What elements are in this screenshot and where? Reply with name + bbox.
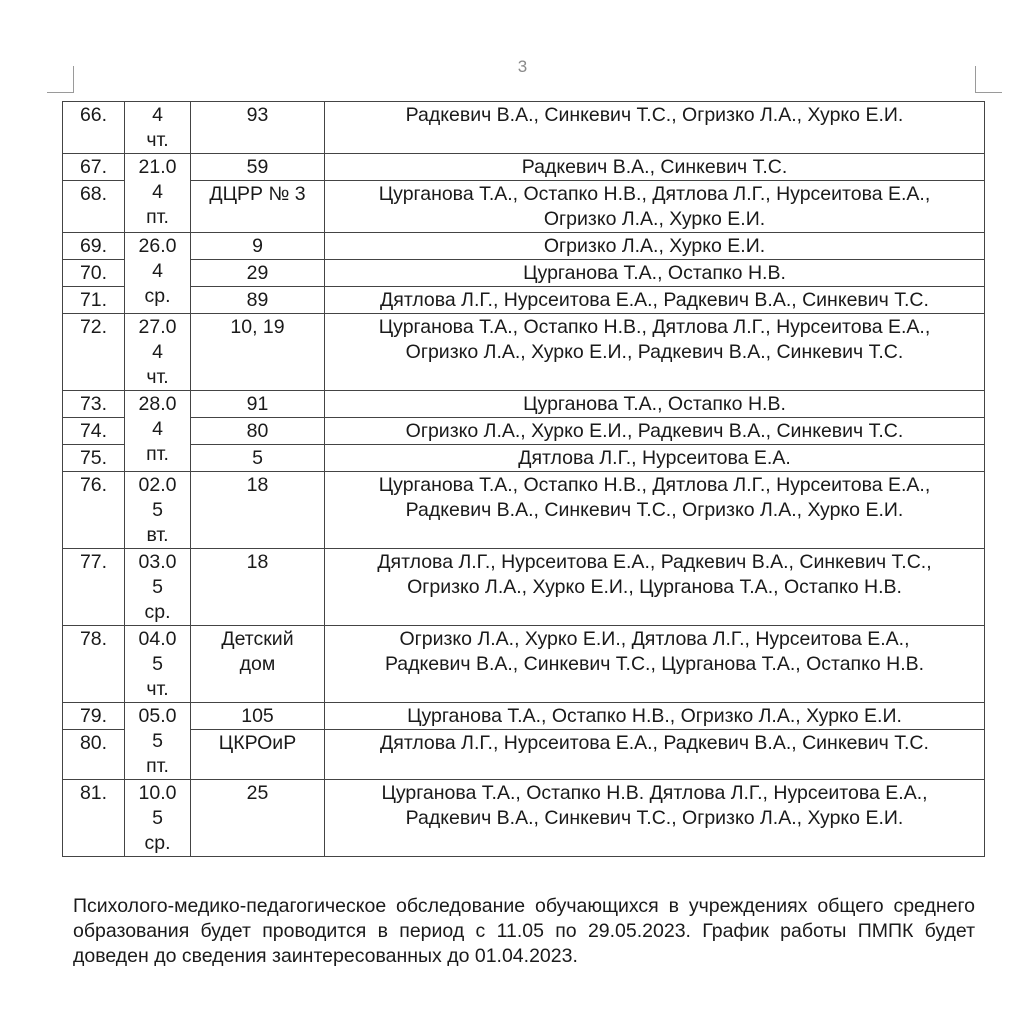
page-number: 3 bbox=[517, 57, 528, 76]
table-row bbox=[63, 260, 985, 287]
school-cell: 18 bbox=[191, 549, 325, 626]
school-cell: 18 bbox=[191, 472, 325, 549]
school-cell: Детский дом bbox=[191, 626, 325, 703]
table-row bbox=[63, 154, 985, 181]
school-cell: 59 bbox=[191, 154, 325, 181]
row-number-cell: 77. bbox=[63, 549, 125, 626]
table-row bbox=[63, 472, 985, 549]
school-cell: ДЦРР № 3 bbox=[191, 181, 325, 233]
row-number-cell: 66. bbox=[63, 102, 125, 154]
staff-cell: Огризко Л.А., Хурко Е.И., Дятлова Л.Г., Нурсеитова Е.А., Радкевич В.А., Синкевич Т.С., Цурганова Т.А., Остапко Н.В. bbox=[325, 626, 985, 703]
school-cell: 89 bbox=[191, 287, 325, 314]
staff-cell: Огризко Л.А., Хурко Е.И. bbox=[325, 233, 985, 260]
school-cell: 5 bbox=[191, 445, 325, 472]
school-cell: 91 bbox=[191, 391, 325, 418]
table-row bbox=[63, 102, 985, 154]
table-row bbox=[63, 626, 985, 703]
table-row bbox=[63, 445, 985, 472]
date-cell: 03.0 5 ср. bbox=[125, 549, 191, 626]
row-number-cell: 70. bbox=[63, 260, 125, 287]
row-number-cell: 69. bbox=[63, 233, 125, 260]
school-cell: 9 bbox=[191, 233, 325, 260]
table-row bbox=[63, 314, 985, 391]
staff-cell: Дятлова Л.Г., Нурсеитова Е.А., Радкевич В.А., Синкевич Т.С., Огризко Л.А., Хурко Е.И., Цурганова Т.А., Остапко Н.В. bbox=[325, 549, 985, 626]
table-row bbox=[63, 181, 985, 233]
schedule-table bbox=[62, 101, 985, 857]
date-cell: 4 чт. bbox=[125, 102, 191, 154]
date-cell: 28.0 4 пт. bbox=[125, 391, 191, 472]
school-cell: 29 bbox=[191, 260, 325, 287]
date-cell: 26.0 4 ср. bbox=[125, 233, 191, 314]
date-cell: 04.0 5 чт. bbox=[125, 626, 191, 703]
school-cell: 10, 19 bbox=[191, 314, 325, 391]
school-cell: 105 bbox=[191, 703, 325, 730]
table-row bbox=[63, 730, 985, 780]
date-cell: 21.0 4 пт. bbox=[125, 154, 191, 233]
row-number-cell: 81. bbox=[63, 780, 125, 857]
staff-cell: Радкевич В.А., Синкевич Т.С. bbox=[325, 154, 985, 181]
staff-cell: Цурганова Т.А., Остапко Н.В., Дятлова Л.Г., Нурсеитова Е.А., Радкевич В.А., Синкевич Т.С., Огризко Л.А., Хурко Е.И. bbox=[325, 472, 985, 549]
crop-mark-left bbox=[47, 66, 74, 93]
row-number-cell: 68. bbox=[63, 181, 125, 233]
table-row bbox=[63, 549, 985, 626]
row-number-cell: 72. bbox=[63, 314, 125, 391]
table-row bbox=[63, 703, 985, 730]
row-number-cell: 78. bbox=[63, 626, 125, 703]
school-cell: ЦКРОиР bbox=[191, 730, 325, 780]
schedule-table-body bbox=[63, 102, 985, 857]
staff-cell: Дятлова Л.Г., Нурсеитова Е.А., Радкевич В.А., Синкевич Т.С. bbox=[325, 730, 985, 780]
staff-cell: Цурганова Т.А., Остапко Н.В. Дятлова Л.Г., Нурсеитова Е.А., Радкевич В.А., Синкевич Т.С., Огризко Л.А., Хурко Е.И. bbox=[325, 780, 985, 857]
school-cell: 93 bbox=[191, 102, 325, 154]
staff-cell: Цурганова Т.А., Остапко Н.В. bbox=[325, 391, 985, 418]
date-cell: 05.0 5 пт. bbox=[125, 703, 191, 780]
staff-cell: Цурганова Т.А., Остапко Н.В., Дятлова Л.Г., Нурсеитова Е.А., Огризко Л.А., Хурко Е.И., Радкевич В.А., Синкевич Т.С. bbox=[325, 314, 985, 391]
row-number-cell: 67. bbox=[63, 154, 125, 181]
row-number-cell: 76. bbox=[63, 472, 125, 549]
staff-cell: Цурганова Т.А., Остапко Н.В. bbox=[325, 260, 985, 287]
staff-cell: Цурганова Т.А., Остапко Н.В., Огризко Л.А., Хурко Е.И. bbox=[325, 703, 985, 730]
staff-cell: Радкевич В.А., Синкевич Т.С., Огризко Л.А., Хурко Е.И. bbox=[325, 102, 985, 154]
date-cell: 02.0 5 вт. bbox=[125, 472, 191, 549]
staff-cell: Огризко Л.А., Хурко Е.И., Радкевич В.А., Синкевич Т.С. bbox=[325, 418, 985, 445]
table-row bbox=[63, 418, 985, 445]
table-row bbox=[63, 391, 985, 418]
closing-note: Психолого-медико-педагогическое обследование обучающихся в учреждениях общего среднего образования будет проводится в период с 11.05 по 29.05.2023. График работы ПМПК будет доведен до сведения заинтересованных до 01.04.2023. bbox=[73, 894, 975, 967]
table-row bbox=[63, 780, 985, 857]
row-number-cell: 75. bbox=[63, 445, 125, 472]
date-cell: 10.0 5 ср. bbox=[125, 780, 191, 857]
school-cell: 25 bbox=[191, 780, 325, 857]
table-row bbox=[63, 233, 985, 260]
row-number-cell: 80. bbox=[63, 730, 125, 780]
crop-mark-right bbox=[975, 66, 1002, 93]
date-cell: 27.0 4 чт. bbox=[125, 314, 191, 391]
row-number-cell: 79. bbox=[63, 703, 125, 730]
row-number-cell: 71. bbox=[63, 287, 125, 314]
staff-cell: Дятлова Л.Г., Нурсеитова Е.А., Радкевич В.А., Синкевич Т.С. bbox=[325, 287, 985, 314]
table-row bbox=[63, 287, 985, 314]
row-number-cell: 74. bbox=[63, 418, 125, 445]
staff-cell: Дятлова Л.Г., Нурсеитова Е.А. bbox=[325, 445, 985, 472]
row-number-cell: 73. bbox=[63, 391, 125, 418]
school-cell: 80 bbox=[191, 418, 325, 445]
staff-cell: Цурганова Т.А., Остапко Н.В., Дятлова Л.Г., Нурсеитова Е.А., Огризко Л.А., Хурко Е.И. bbox=[325, 181, 985, 233]
